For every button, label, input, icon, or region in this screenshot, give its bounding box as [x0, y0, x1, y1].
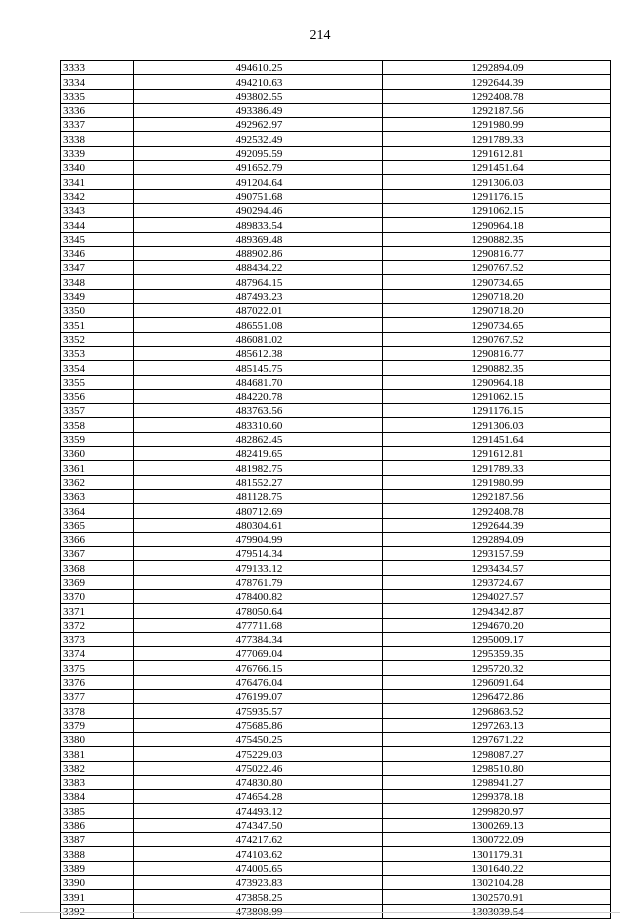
y-coordinate-cell: 1298087.27 [383, 747, 611, 761]
y-coordinate-cell: 1301640.22 [383, 861, 611, 875]
y-coordinate-cell: 1290816.77 [383, 346, 611, 360]
x-coordinate-cell: 474830.80 [134, 775, 383, 789]
x-coordinate-cell: 474217.62 [134, 833, 383, 847]
x-coordinate-cell: 493802.55 [134, 89, 383, 103]
table-row [61, 275, 611, 289]
y-coordinate-cell: 1292408.78 [383, 504, 611, 518]
point-number-cell: 3371 [61, 604, 134, 618]
y-coordinate-cell: 1292408.78 [383, 89, 611, 103]
x-coordinate-cell: 489369.48 [134, 232, 383, 246]
table-row [61, 346, 611, 360]
point-number-cell: 3333 [61, 61, 134, 75]
table-row [61, 847, 611, 861]
table-row [61, 504, 611, 518]
point-number-cell: 3359 [61, 432, 134, 446]
x-coordinate-cell: 478050.64 [134, 604, 383, 618]
x-coordinate-cell: 492095.59 [134, 146, 383, 160]
y-coordinate-cell: 1291612.81 [383, 447, 611, 461]
y-coordinate-cell: 1292644.39 [383, 518, 611, 532]
x-coordinate-cell: 488434.22 [134, 261, 383, 275]
table-row [61, 661, 611, 675]
table-row [61, 418, 611, 432]
table-row [61, 175, 611, 189]
y-coordinate-cell: 1295720.32 [383, 661, 611, 675]
x-coordinate-cell: 476476.04 [134, 675, 383, 689]
y-coordinate-cell: 1294342.87 [383, 604, 611, 618]
x-coordinate-cell: 481982.75 [134, 461, 383, 475]
point-number-cell: 3364 [61, 504, 134, 518]
point-number-cell: 3387 [61, 833, 134, 847]
y-coordinate-cell: 1298510.80 [383, 761, 611, 775]
point-number-cell: 3350 [61, 304, 134, 318]
x-coordinate-cell: 479904.99 [134, 532, 383, 546]
y-coordinate-cell: 1293724.67 [383, 575, 611, 589]
table-row [61, 161, 611, 175]
table-row [61, 132, 611, 146]
y-coordinate-cell: 1297263.13 [383, 718, 611, 732]
table-row [61, 761, 611, 775]
table-row [61, 547, 611, 561]
y-coordinate-cell: 1292187.56 [383, 489, 611, 503]
point-number-cell: 3362 [61, 475, 134, 489]
point-number-cell: 3368 [61, 561, 134, 575]
coordinates-table-body [61, 61, 611, 919]
table-row [61, 318, 611, 332]
y-coordinate-cell: 1291612.81 [383, 146, 611, 160]
y-coordinate-cell: 1303039.54 [383, 904, 611, 918]
page-number: 214 [309, 28, 331, 43]
x-coordinate-cell: 480712.69 [134, 504, 383, 518]
table-row [61, 589, 611, 603]
x-coordinate-cell: 491652.79 [134, 161, 383, 175]
table-row [61, 61, 611, 75]
point-number-cell: 3345 [61, 232, 134, 246]
x-coordinate-cell: 488902.86 [134, 246, 383, 260]
y-coordinate-cell: 1300269.13 [383, 818, 611, 832]
y-coordinate-cell: 1291980.99 [383, 475, 611, 489]
point-number-cell: 3383 [61, 775, 134, 789]
point-number-cell: 3340 [61, 161, 134, 175]
y-coordinate-cell: 1296863.52 [383, 704, 611, 718]
table-row [61, 75, 611, 89]
table-row [61, 189, 611, 203]
table-row [61, 704, 611, 718]
point-number-cell: 3366 [61, 532, 134, 546]
table-row [61, 389, 611, 403]
y-coordinate-cell: 1290718.20 [383, 304, 611, 318]
point-number-cell: 3391 [61, 890, 134, 904]
table-row [61, 790, 611, 804]
x-coordinate-cell: 475022.46 [134, 761, 383, 775]
point-number-cell: 3355 [61, 375, 134, 389]
x-coordinate-cell: 493386.49 [134, 103, 383, 117]
table-row [61, 647, 611, 661]
x-coordinate-cell: 475935.57 [134, 704, 383, 718]
y-coordinate-cell: 1290882.35 [383, 232, 611, 246]
table-row [61, 304, 611, 318]
point-number-cell: 3370 [61, 589, 134, 603]
point-number-cell: 3349 [61, 289, 134, 303]
table-row [61, 203, 611, 217]
point-number-cell: 3344 [61, 218, 134, 232]
x-coordinate-cell: 479133.12 [134, 561, 383, 575]
table-row [61, 332, 611, 346]
table-row [61, 518, 611, 532]
point-number-cell: 3385 [61, 804, 134, 818]
y-coordinate-cell: 1291980.99 [383, 118, 611, 132]
point-number-cell: 3381 [61, 747, 134, 761]
x-coordinate-cell: 480304.61 [134, 518, 383, 532]
x-coordinate-cell: 476766.15 [134, 661, 383, 675]
x-coordinate-cell: 491204.64 [134, 175, 383, 189]
table-row [61, 447, 611, 461]
point-number-cell: 3388 [61, 847, 134, 861]
x-coordinate-cell: 487493.23 [134, 289, 383, 303]
point-number-cell: 3334 [61, 75, 134, 89]
x-coordinate-cell: 482862.45 [134, 432, 383, 446]
table-row [61, 532, 611, 546]
table-row [61, 361, 611, 375]
point-number-cell: 3338 [61, 132, 134, 146]
y-coordinate-cell: 1290816.77 [383, 246, 611, 260]
x-coordinate-cell: 474493.12 [134, 804, 383, 818]
point-number-cell: 3367 [61, 547, 134, 561]
x-coordinate-cell: 494610.25 [134, 61, 383, 75]
y-coordinate-cell: 1291062.15 [383, 389, 611, 403]
x-coordinate-cell: 481128.75 [134, 489, 383, 503]
x-coordinate-cell: 483763.56 [134, 404, 383, 418]
point-number-cell: 3351 [61, 318, 134, 332]
y-coordinate-cell: 1290718.20 [383, 289, 611, 303]
page-bottom-rule [20, 912, 620, 913]
y-coordinate-cell: 1293434.57 [383, 561, 611, 575]
table-row [61, 747, 611, 761]
y-coordinate-cell: 1301179.31 [383, 847, 611, 861]
y-coordinate-cell: 1302104.28 [383, 875, 611, 889]
table-row [61, 218, 611, 232]
x-coordinate-cell: 487964.15 [134, 275, 383, 289]
point-number-cell: 3348 [61, 275, 134, 289]
y-coordinate-cell: 1290767.52 [383, 261, 611, 275]
y-coordinate-cell: 1296091.64 [383, 675, 611, 689]
x-coordinate-cell: 474654.28 [134, 790, 383, 804]
table-row [61, 804, 611, 818]
x-coordinate-cell: 492962.97 [134, 118, 383, 132]
y-coordinate-cell: 1291062.15 [383, 203, 611, 217]
point-number-cell: 3392 [61, 904, 134, 918]
x-coordinate-cell: 479514.34 [134, 547, 383, 561]
point-number-cell: 3375 [61, 661, 134, 675]
coordinates-table [60, 60, 611, 919]
y-coordinate-cell: 1295359.35 [383, 647, 611, 661]
x-coordinate-cell: 475450.25 [134, 732, 383, 746]
x-coordinate-cell: 494210.63 [134, 75, 383, 89]
point-number-cell: 3369 [61, 575, 134, 589]
y-coordinate-cell: 1291176.15 [383, 404, 611, 418]
x-coordinate-cell: 473858.25 [134, 890, 383, 904]
point-number-cell: 3360 [61, 447, 134, 461]
table-row [61, 732, 611, 746]
table-row [61, 404, 611, 418]
point-number-cell: 3376 [61, 675, 134, 689]
x-coordinate-cell: 473923.83 [134, 875, 383, 889]
point-number-cell: 3341 [61, 175, 134, 189]
x-coordinate-cell: 475685.86 [134, 718, 383, 732]
point-number-cell: 3342 [61, 189, 134, 203]
table-row [61, 561, 611, 575]
x-coordinate-cell: 482419.65 [134, 447, 383, 461]
y-coordinate-cell: 1290734.65 [383, 275, 611, 289]
point-number-cell: 3384 [61, 790, 134, 804]
point-number-cell: 3386 [61, 818, 134, 832]
table-row [61, 375, 611, 389]
table-row [61, 232, 611, 246]
table-row [61, 146, 611, 160]
point-number-cell: 3354 [61, 361, 134, 375]
point-number-cell: 3339 [61, 146, 134, 160]
point-number-cell: 3343 [61, 203, 134, 217]
x-coordinate-cell: 485145.75 [134, 361, 383, 375]
x-coordinate-cell: 477069.04 [134, 647, 383, 661]
y-coordinate-cell: 1298941.27 [383, 775, 611, 789]
x-coordinate-cell: 473808.99 [134, 904, 383, 918]
point-number-cell: 3389 [61, 861, 134, 875]
y-coordinate-cell: 1290964.18 [383, 218, 611, 232]
y-coordinate-cell: 1291176.15 [383, 189, 611, 203]
x-coordinate-cell: 474005.65 [134, 861, 383, 875]
point-number-cell: 3337 [61, 118, 134, 132]
point-number-cell: 3335 [61, 89, 134, 103]
table-row [61, 89, 611, 103]
point-number-cell: 3365 [61, 518, 134, 532]
point-number-cell: 3377 [61, 690, 134, 704]
point-number-cell: 3390 [61, 875, 134, 889]
y-coordinate-cell: 1295009.17 [383, 632, 611, 646]
y-coordinate-cell: 1291789.33 [383, 132, 611, 146]
point-number-cell: 3358 [61, 418, 134, 432]
table-row [61, 103, 611, 117]
x-coordinate-cell: 476199.07 [134, 690, 383, 704]
y-coordinate-cell: 1292894.09 [383, 532, 611, 546]
table-row [61, 475, 611, 489]
table-row [61, 632, 611, 646]
y-coordinate-cell: 1300722.09 [383, 833, 611, 847]
point-number-cell: 3382 [61, 761, 134, 775]
y-coordinate-cell: 1291789.33 [383, 461, 611, 475]
table-row [61, 246, 611, 260]
y-coordinate-cell: 1291451.64 [383, 161, 611, 175]
y-coordinate-cell: 1294670.20 [383, 618, 611, 632]
point-number-cell: 3357 [61, 404, 134, 418]
y-coordinate-cell: 1299378.18 [383, 790, 611, 804]
x-coordinate-cell: 490294.46 [134, 203, 383, 217]
table-row [61, 690, 611, 704]
y-coordinate-cell: 1290767.52 [383, 332, 611, 346]
table-row [61, 575, 611, 589]
table-row [61, 489, 611, 503]
x-coordinate-cell: 486551.08 [134, 318, 383, 332]
table-row [61, 675, 611, 689]
point-number-cell: 3336 [61, 103, 134, 117]
table-row [61, 833, 611, 847]
x-coordinate-cell: 481552.27 [134, 475, 383, 489]
x-coordinate-cell: 490751.68 [134, 189, 383, 203]
x-coordinate-cell: 483310.60 [134, 418, 383, 432]
point-number-cell: 3346 [61, 246, 134, 260]
table-row [61, 718, 611, 732]
point-number-cell: 3347 [61, 261, 134, 275]
y-coordinate-cell: 1292894.09 [383, 61, 611, 75]
table-row [61, 118, 611, 132]
table-row [61, 861, 611, 875]
y-coordinate-cell: 1291306.03 [383, 175, 611, 189]
point-number-cell: 3352 [61, 332, 134, 346]
point-number-cell: 3353 [61, 346, 134, 360]
y-coordinate-cell: 1293157.59 [383, 547, 611, 561]
x-coordinate-cell: 477711.68 [134, 618, 383, 632]
x-coordinate-cell: 484681.70 [134, 375, 383, 389]
table-row [61, 432, 611, 446]
point-number-cell: 3356 [61, 389, 134, 403]
point-number-cell: 3380 [61, 732, 134, 746]
x-coordinate-cell: 474103.62 [134, 847, 383, 861]
y-coordinate-cell: 1296472.86 [383, 690, 611, 704]
x-coordinate-cell: 475229.03 [134, 747, 383, 761]
table-row [61, 618, 611, 632]
table-row [61, 775, 611, 789]
x-coordinate-cell: 477384.34 [134, 632, 383, 646]
y-coordinate-cell: 1290882.35 [383, 361, 611, 375]
point-number-cell: 3361 [61, 461, 134, 475]
y-coordinate-cell: 1297671.22 [383, 732, 611, 746]
point-number-cell: 3378 [61, 704, 134, 718]
x-coordinate-cell: 485612.38 [134, 346, 383, 360]
table-row [61, 875, 611, 889]
x-coordinate-cell: 489833.54 [134, 218, 383, 232]
table-row [61, 818, 611, 832]
point-number-cell: 3372 [61, 618, 134, 632]
point-number-cell: 3379 [61, 718, 134, 732]
table-row [61, 289, 611, 303]
point-number-cell: 3373 [61, 632, 134, 646]
x-coordinate-cell: 484220.78 [134, 389, 383, 403]
y-coordinate-cell: 1294027.57 [383, 589, 611, 603]
y-coordinate-cell: 1302570.91 [383, 890, 611, 904]
y-coordinate-cell: 1290964.18 [383, 375, 611, 389]
x-coordinate-cell: 474347.50 [134, 818, 383, 832]
y-coordinate-cell: 1292644.39 [383, 75, 611, 89]
point-number-cell: 3363 [61, 489, 134, 503]
table-row [61, 890, 611, 904]
x-coordinate-cell: 487022.01 [134, 304, 383, 318]
x-coordinate-cell: 492532.49 [134, 132, 383, 146]
table-row [61, 604, 611, 618]
table-row [61, 461, 611, 475]
y-coordinate-cell: 1290734.65 [383, 318, 611, 332]
y-coordinate-cell: 1292187.56 [383, 103, 611, 117]
y-coordinate-cell: 1291306.03 [383, 418, 611, 432]
table-row [61, 261, 611, 275]
y-coordinate-cell: 1291451.64 [383, 432, 611, 446]
x-coordinate-cell: 478400.82 [134, 589, 383, 603]
y-coordinate-cell: 1299820.97 [383, 804, 611, 818]
x-coordinate-cell: 478761.79 [134, 575, 383, 589]
x-coordinate-cell: 486081.02 [134, 332, 383, 346]
point-number-cell: 3374 [61, 647, 134, 661]
